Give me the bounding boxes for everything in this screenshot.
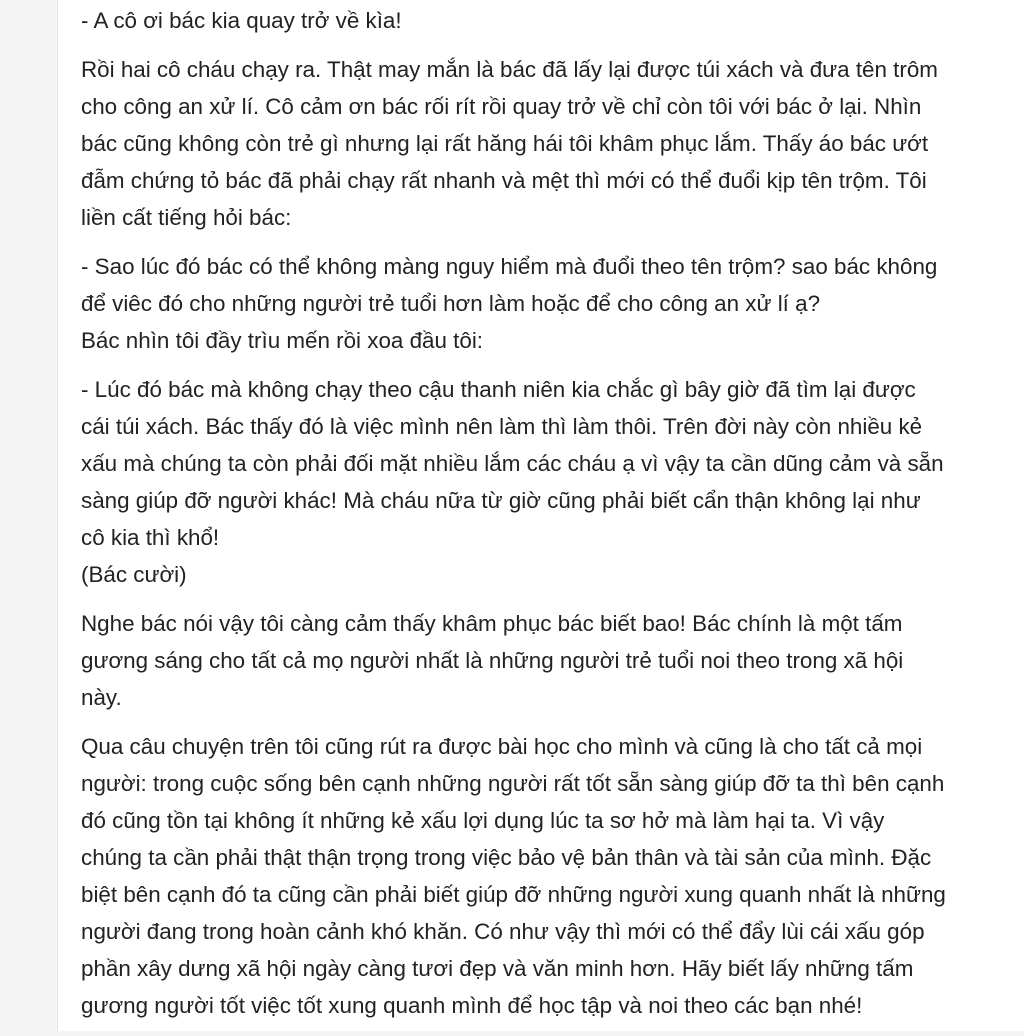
text-line: này. [81, 685, 122, 710]
text-line: phần xây dưng xã hội ngày càng tươi đẹp và văn minh hơn. Hãy biết lấy những tấm [81, 956, 914, 981]
text-line: để viêc đó cho những người trẻ tuổi hơn làm hoặc để cho công an xử lí ạ? [81, 291, 821, 316]
text-line: gương sáng cho tất cả mọ người nhất là những người trẻ tuổi noi theo trong xã hội [81, 648, 904, 673]
text-line: sàng giúp đỡ người khác! Mà cháu nữa từ giờ cũng phải biết cẩn thận không lại như [81, 488, 921, 513]
paragraph [81, 556, 1006, 593]
text-line: cho công an xử lí. Cô cảm ơn bác rối rít rồi quay trở về chỉ còn tôi với bác ở lại. Nhìn [81, 94, 922, 119]
paragraph [81, 51, 1006, 236]
text-line: bác cũng không còn trẻ gì nhưng lại rất hăng hái tôi khâm phục lắm. Thấy áo bác ướt [81, 131, 929, 156]
text-line: - Lúc đó bác mà không chạy theo cậu thanh niên kia chắc gì bây giờ đã tìm lại được [81, 377, 916, 402]
paragraph [81, 322, 1006, 359]
text-line: gương người tốt việc tốt xung quanh mình để học tập và noi theo các bạn nhé! [81, 993, 863, 1018]
text-line: cái túi xách. Bác thấy đó là việc mình nên làm thì làm thôi. Trên đời này còn nhiều kẻ [81, 414, 923, 439]
text-line: - A cô ơi bác kia quay trở về kìa! [81, 8, 402, 33]
text-line: (Bác cười) [81, 562, 187, 587]
text-line: cô kia thì khổ! [81, 525, 220, 550]
paragraph [81, 248, 1006, 322]
text-line: đẫm chứng tỏ bác đã phải chạy rất nhanh và mệt thì mới có thể đuổi kịp tên trộm. Tôi [81, 168, 927, 193]
text-line: xấu mà chúng ta còn phải đối mặt nhiều lắm các cháu ạ vì vậy ta cần dũng cảm và sẵn [81, 451, 944, 476]
text-line: người đang trong hoàn cảnh khó khăn. Có như vậy thì mới có thể đẩy lùi cái xấu góp [81, 919, 925, 944]
document-page [57, 0, 1024, 1031]
paragraph [81, 371, 1006, 556]
paragraph [81, 2, 1006, 39]
text-line: Bác nhìn tôi đầy trìu mến rồi xoa đầu tôi: [81, 328, 484, 353]
text-line: Qua câu chuyện trên tôi cũng rút ra được bài học cho mình và cũng là cho tất cả mọi [81, 734, 923, 759]
text-line: đó cũng tồn tại không ít những kẻ xấu lợi dụng lúc ta sơ hở mà làm hại ta. Vì vậy [81, 808, 885, 833]
paragraph [81, 605, 1006, 716]
article-body [81, 2, 1006, 1036]
paragraph [81, 728, 1006, 1024]
text-line: biệt bên cạnh đó ta cũng cần phải biết giúp đỡ những người xung quanh nhất là những [81, 882, 946, 907]
text-line: người: trong cuộc sống bên cạnh những người rất tốt sẵn sàng giúp đỡ ta thì bên cạnh [81, 771, 945, 796]
text-line: - Sao lúc đó bác có thể không màng nguy hiểm mà đuổi theo tên trộm? sao bác không [81, 254, 938, 279]
text-line: Nghe bác nói vậy tôi càng cảm thấy khâm phục bác biết bao! Bác chính là một tấm [81, 611, 903, 636]
text-line: liền cất tiếng hỏi bác: [81, 205, 292, 230]
text-line: chúng ta cần phải thật thận trọng trong việc bảo vệ bản thân và tài sản của mình. Đặc [81, 845, 932, 870]
text-line: Rồi hai cô cháu chạy ra. Thật may mắn là bác đã lấy lại được túi xách và đưa tên trôm [81, 57, 938, 82]
